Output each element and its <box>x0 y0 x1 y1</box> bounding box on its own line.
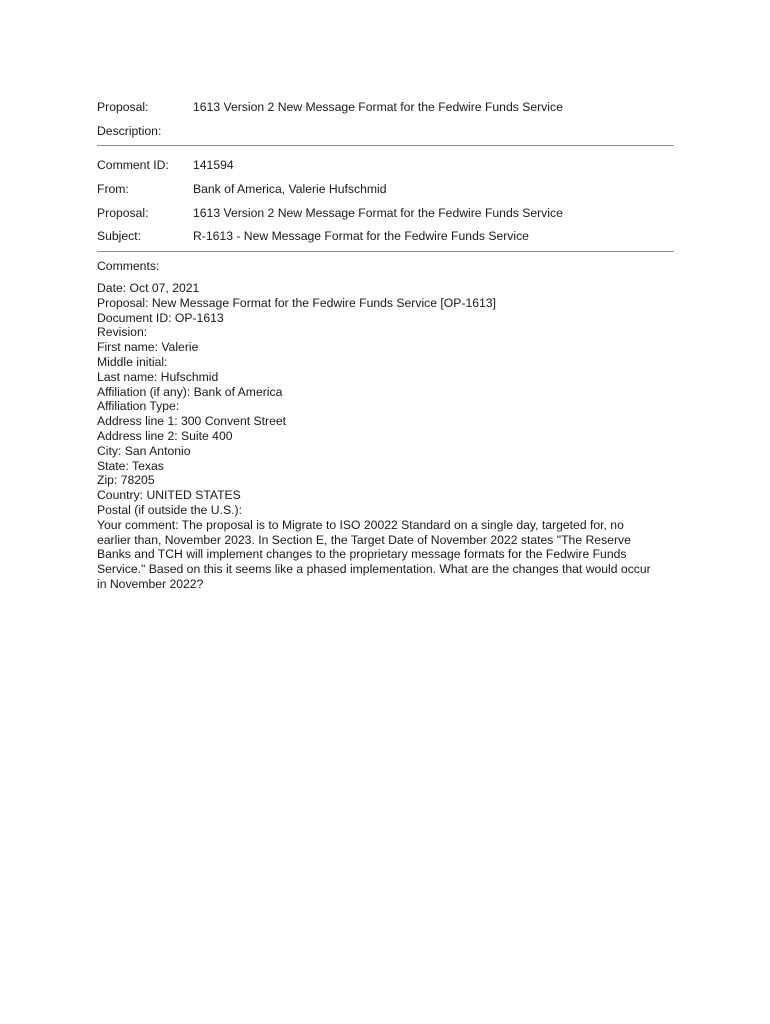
comment-id-label: Comment ID: <box>97 158 169 172</box>
comment-line: City: San Antonio <box>97 443 191 458</box>
comment-line: Postal (if outside the U.S.): <box>97 502 242 517</box>
comment-line: Zip: 78205 <box>97 473 155 488</box>
comments-label: Comments: <box>97 259 160 273</box>
divider-bottom <box>97 251 674 252</box>
description-label: Description: <box>97 124 162 138</box>
divider-top <box>97 145 674 146</box>
comment-line: Last name: Hufschmid <box>97 369 219 384</box>
comment-line: Address line 1: 300 Convent Street <box>97 414 287 429</box>
comment-id-value: 141594 <box>193 158 234 172</box>
header-proposal-value: 1613 Version 2 New Message Format for the Fedwire Funds Service <box>193 100 563 114</box>
comment-line: Revision: <box>97 325 148 340</box>
proposal-value: 1613 Version 2 New Message Format for the Fedwire Funds Service <box>193 206 563 220</box>
comment-line: Proposal: New Message Format for the Fedwire Funds Service [OP-1613] <box>97 295 496 310</box>
comment-line: Date: Oct 07, 2021 <box>97 281 200 295</box>
header-proposal-label: Proposal: <box>97 100 149 114</box>
subject-label: Subject: <box>97 229 142 243</box>
comment-line: First name: Valerie <box>97 340 199 355</box>
comment-line: Affiliation (if any): Bank of America <box>97 384 283 399</box>
comment-line: Banks and TCH will implement changes to the proprietary message formats for the Fedwire Funds <box>97 547 627 562</box>
comment-line: Address line 2: Suite 400 <box>97 428 233 443</box>
comment-line: Affiliation Type: <box>97 399 180 414</box>
comment-line: Document ID: OP-1613 <box>97 310 224 325</box>
comment-line: State: Texas <box>97 458 164 473</box>
from-label: From: <box>97 182 129 196</box>
comment-line: Country: UNITED STATES <box>97 488 241 503</box>
comment-line: earlier than, November 2023. In Section E, the Target Date of November 2022 states "The Reserve <box>97 532 631 547</box>
from-value: Bank of America, Valerie Hufschmid <box>193 182 387 196</box>
comment-body <box>97 281 677 592</box>
comment-line: Middle initial: <box>97 354 168 369</box>
comment-line: Service." Based on this it seems like a phased implementation. What are the changes that would occur <box>97 562 651 577</box>
comment-line: Your comment: The proposal is to Migrate to ISO 20022 Standard on a single day, targeted for, no <box>97 517 624 532</box>
subject-value: R-1613 - New Message Format for the Fedwire Funds Service <box>193 229 529 243</box>
comment-line: in November 2022? <box>97 576 204 591</box>
proposal-label: Proposal: <box>97 206 149 220</box>
